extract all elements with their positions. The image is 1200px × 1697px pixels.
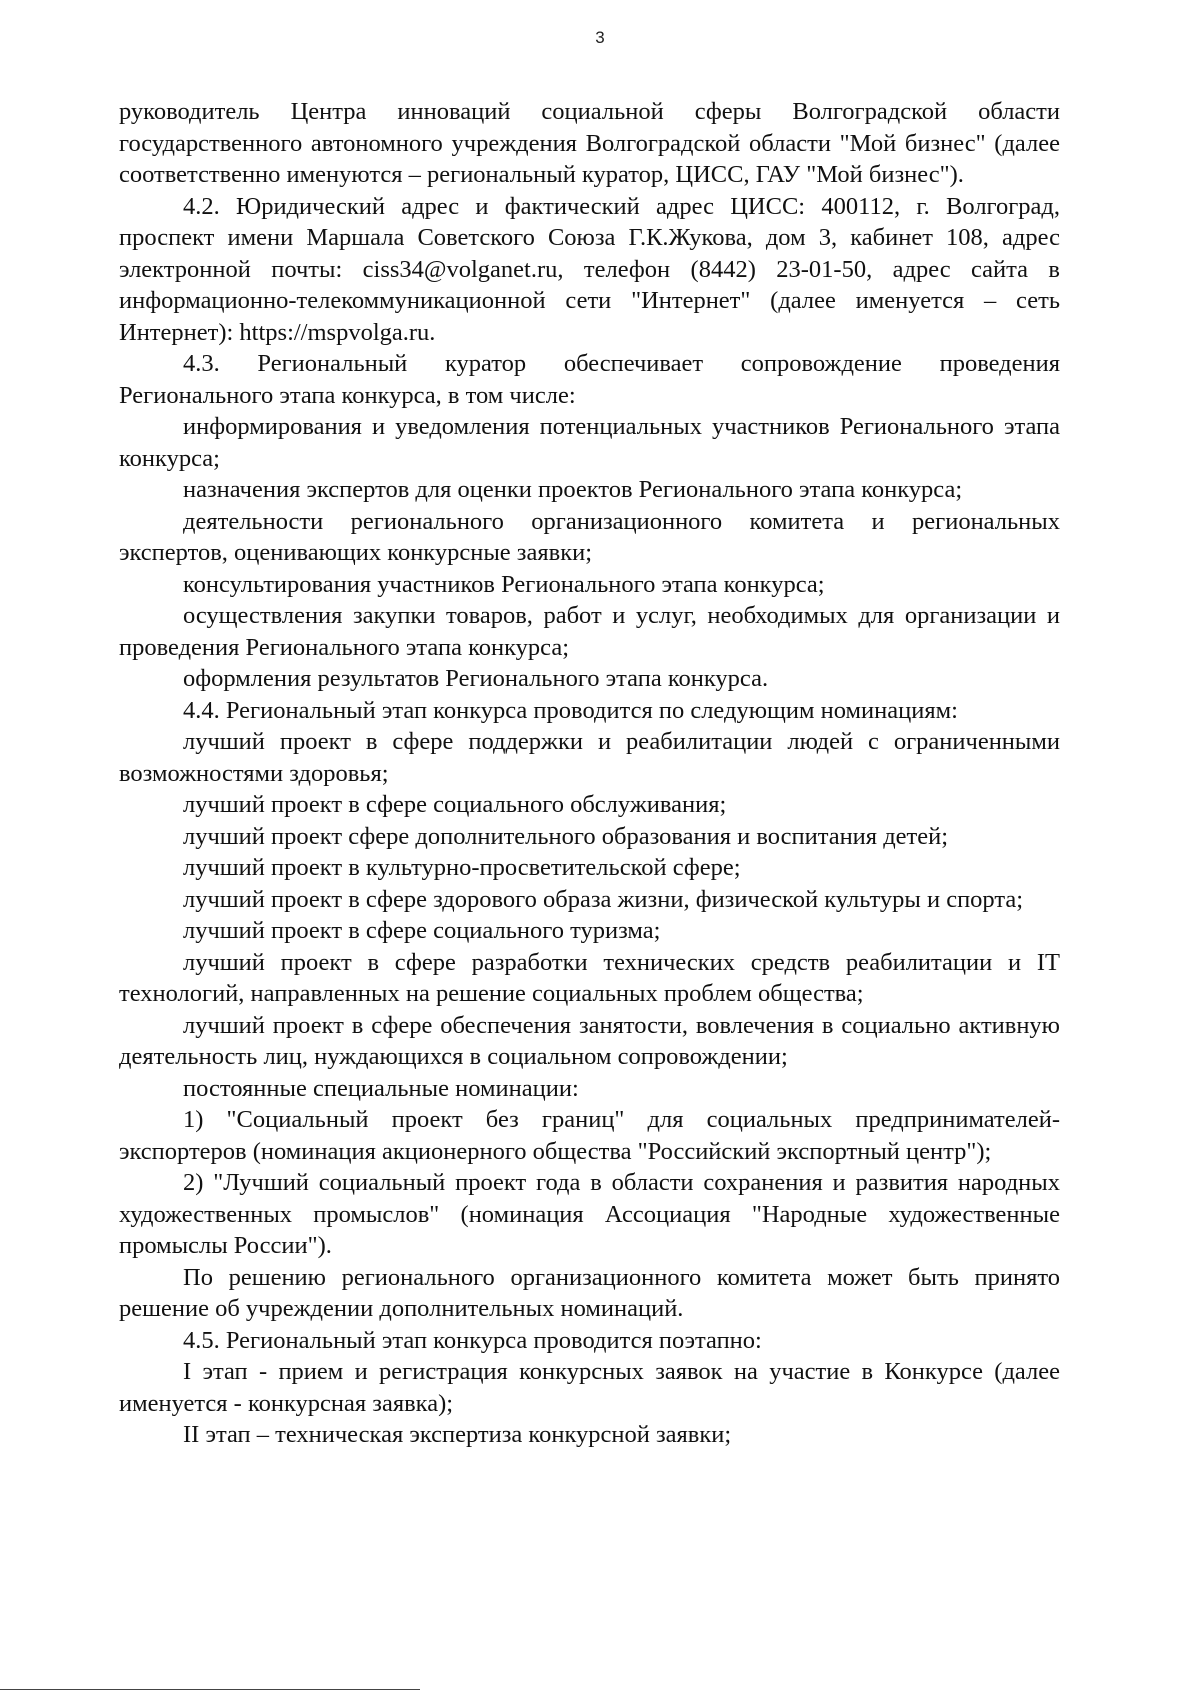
- special-nomination-item: 1) "Социальный проект без границ" для социальных предпринимателей-экспортеров (номинация акционерного общества "Российский экспортный центр");: [119, 1106, 1060, 1165]
- list-item: консультирования участников Регионального этапа конкурса;: [183, 570, 825, 598]
- list-item: осуществления закупки товаров, работ и услуг, необходимых для организации и проведения Регионального этапа конкурса;: [119, 602, 1060, 661]
- special-nominations-heading: постоянные специальные номинации:: [183, 1074, 579, 1102]
- list-item: назначения экспертов для оценки проектов Регионального этапа конкурса;: [183, 476, 963, 503]
- page-number: 3: [595, 28, 605, 47]
- list-item: деятельности регионального организационного комитета и региональных экспертов, оценивающих конкурсные заявки;: [119, 507, 1060, 566]
- nomination-item: лучший проект сфере дополнительного образования и воспитания детей;: [183, 822, 949, 850]
- paragraph-4-3-curator-duties: 4.3. Региональный куратор обеспечивает сопровождение проведения Регионального этапа конкурса, в том числе:: [119, 350, 1060, 409]
- nomination-item: лучший проект в сфере социального обслуживания;: [183, 791, 727, 818]
- nomination-item: лучший проект в сфере обеспечения занятости, вовлечения в социально активную деятельность лиц, нуждающихся в социальном сопровождении;: [119, 1011, 1060, 1070]
- nomination-item: лучший проект в сфере социального туризма;: [183, 917, 661, 944]
- list-item: информирования и уведомления потенциальных участников Регионального этапа конкурса;: [119, 413, 1060, 472]
- paragraph-4-4-nominations: 4.4. Региональный этап конкурса проводится по следующим номинациям:: [183, 696, 958, 724]
- list-item: оформления результатов Регионального этапа конкурса.: [183, 665, 769, 692]
- paragraph-4-5-stages: 4.5. Региональный этап конкурса проводится поэтапно:: [183, 1326, 762, 1354]
- nomination-item: лучший проект в культурно-просветительской сфере;: [183, 854, 741, 881]
- paragraph-curator-intro: руководитель Центра инноваций социальной сферы Волгоградской области государственного автономного учреждения Волгоградской области "Мой бизнес" (далее соответственно именуются – региональный куратор, ЦИСС, ГАУ "Мой бизнес").: [119, 98, 1060, 188]
- nomination-item: лучший проект в сфере здорового образа жизни, физической культуры и спорта;: [183, 885, 1024, 913]
- stage-item: II этап – техническая экспертиза конкурсной заявки;: [183, 1421, 732, 1448]
- nomination-item: лучший проект в сфере поддержки и реабилитации людей с ограниченными возможностями здоровья;: [119, 728, 1060, 787]
- nomination-item: лучший проект в сфере разработки технических средств реабилитации и IT технологий, направленных на решение социальных проблем общества;: [119, 948, 1060, 1007]
- paragraph-additional-nominations: По решению регионального организационного комитета может быть принято решение об учреждении дополнительных номинаций.: [119, 1263, 1060, 1322]
- special-nomination-item: 2) "Лучший социальный проект года в области сохранения и развития народных художественных промыслов" (номинация Ассоциация "Народные художественные промыслы России").: [119, 1169, 1060, 1259]
- footer-divider: [0, 1689, 420, 1690]
- document-body: [119, 96, 1060, 1451]
- stage-item: I этап - прием и регистрация конкурсных заявок на участие в Конкурсе (далее именуется - конкурсная заявка);: [119, 1358, 1060, 1417]
- paragraph-4-2-address: 4.2. Юридический адрес и фактический адрес ЦИСС: 400112, г. Волгоград, проспект имени Маршала Советского Союза Г.К.Жукова, дом 3, кабинет 108, адрес электронной почты: ciss34@volganet.ru, телефон (8442) 23-01-50, адрес сайта в информационно-телекоммуникационной сети "Интернет" (далее именуется – сеть Интернет): https://mspvolga.ru.: [119, 192, 1060, 346]
